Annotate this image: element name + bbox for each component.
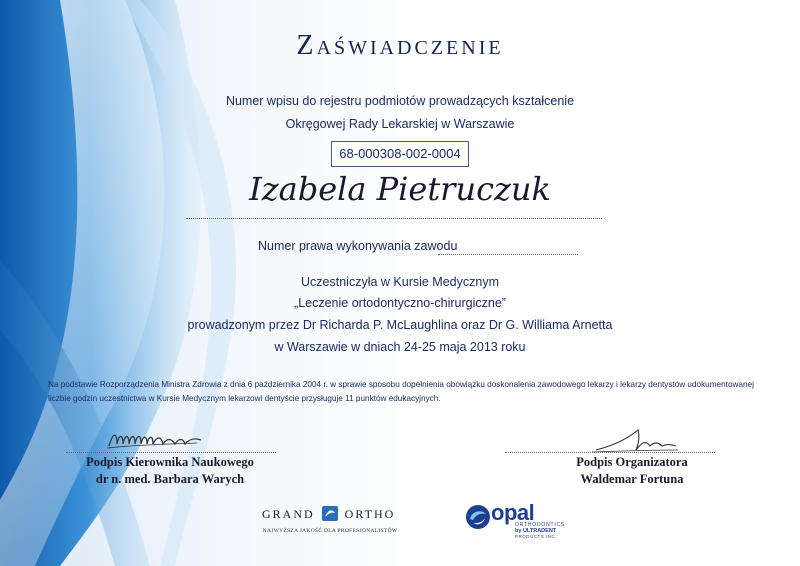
course-date-place: w Warszawie w dniach 24-25 maja 2013 roku — [274, 340, 526, 354]
opal-wordmark: opal — [491, 500, 535, 525]
grand-ortho-emblem-icon — [322, 506, 338, 521]
left-signatory-name: dr n. med. Barbara Warych — [95, 472, 245, 486]
grand-ortho-tagline: NAJWYŻSZA JAKOŚĆ DLA PROFESJONALISTÓW — [262, 528, 398, 534]
right-signature-line — [505, 452, 715, 453]
left-signature-title: Podpis Kierownika Naukowego — [86, 455, 254, 469]
left-handwritten-signature — [105, 426, 205, 452]
registry-line-1: Numer wpisu do rejestru podmiotów prowadzących kształcenie — [225, 94, 575, 108]
certificate-title: Zaświadczenie — [296, 30, 504, 61]
license-number-line — [438, 254, 578, 255]
license-number-label: Numer prawa wykonywania zawodu — [258, 239, 458, 253]
legal-basis-text: Na podstawie Rozporządzenia Ministra Zdrowia z dnia 6 października 2004 r. w sprawie sposobu dopełnienia obowiązku doskonalenia zawodowego lekarzy i lekarzy dentystów udokumentowanej liczbie godzin uczestnictwa w Kursie Medycznym lekarzowi dentyście przysługuje 11 punktów edukacyjnych. — [48, 380, 754, 403]
registry-number-box: 68-000308-002-0004 — [331, 141, 469, 167]
course-name: „Leczenie ortodontyczno-chirurgiczne” — [294, 296, 506, 310]
right-signature-title: Podpis Organizatora — [576, 455, 688, 469]
registry-line-2: Okręgowej Rady Lekarskiej w Warszawie — [285, 117, 515, 131]
course-instructors: prowadzonym przez Dr Richarda P. McLaughlina oraz Dr G. Williama Arnetta — [187, 318, 613, 332]
opal-swirl-icon — [465, 504, 491, 530]
opal-logo — [465, 500, 585, 540]
grand-ortho-logo — [262, 506, 412, 534]
grand-ortho-left-text: GRAND — [262, 507, 315, 521]
opal-subtitle-2: by ULTRADENT — [515, 528, 557, 534]
name-underline — [186, 218, 602, 219]
participant-name: Izabela Pietruczuk — [249, 170, 551, 208]
left-signature-line — [66, 452, 276, 453]
opal-subtitle-3: PRODUCTS INC. — [515, 534, 558, 539]
right-handwritten-signature — [590, 424, 680, 454]
right-signatory-name: Waldemar Fortuna — [580, 472, 684, 486]
opal-subtitle-1: ORTHODONTICS — [515, 522, 566, 528]
grand-ortho-right-text: ORTHO — [344, 507, 396, 521]
course-line-1: Uczestniczyła w Kursie Medycznym — [301, 275, 499, 289]
